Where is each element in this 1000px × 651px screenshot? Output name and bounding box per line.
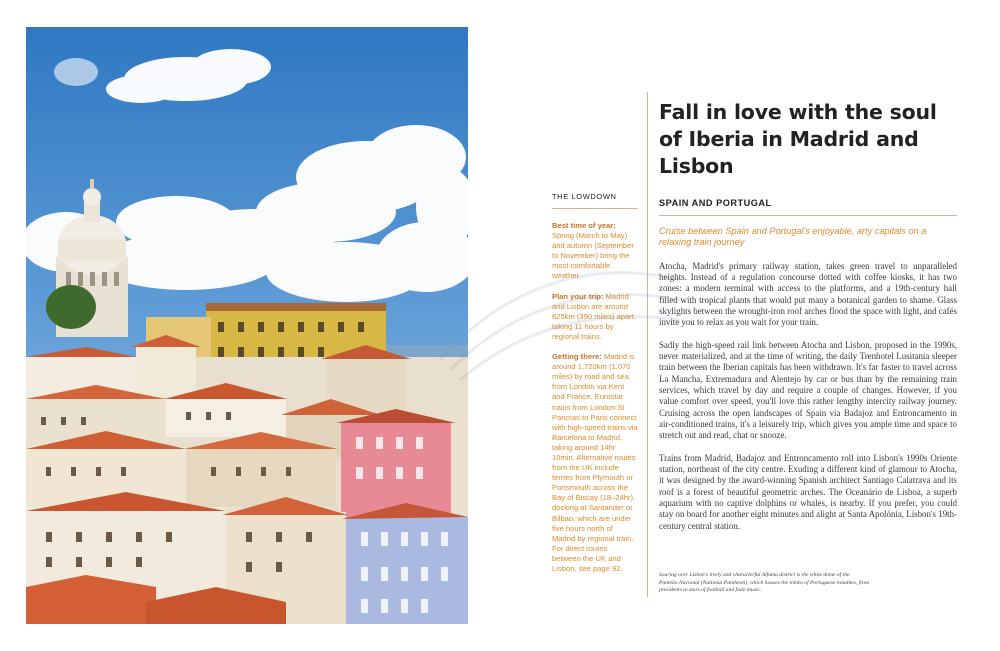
lowdown-text: Madrid and Lisbon are around 625km (390 miles) apart, taking 11 hours by regional trains. bbox=[552, 291, 636, 341]
lowdown-heading: THE LOWDOWN bbox=[552, 192, 638, 209]
trees bbox=[46, 285, 96, 329]
lowdown-best-time bbox=[552, 221, 638, 282]
body-text bbox=[659, 261, 957, 533]
body-paragraph: Sadly the high-speed rail link between Atocha and Lisbon, proposed in the 1990s, never materialized, and at the time of writing, the daily Trenhotel Lusitania sleeper train between the Iberian capitals has been withdrawn. It's far faster to travel across La Mancha, Extremadura and Alentejo by car or bus than by the remaining train services, which travel by day and require a couple of changes. However, if you value comfort over speed, you'll love this rather lengthy intercity railway journey. Cruising across the open landscapes of Spain via Badajoz and Entroncamento in air-conditioned trains, it's a leisurely trip, which gives you ample time and space to stretch out and read, chat or snooze. bbox=[659, 339, 957, 441]
lowdown-text: Spring (March to May) and autumn (September to November) bring the most comfortable weather. bbox=[552, 231, 634, 281]
body-paragraph: Trains from Madrid, Badajoz and Entroncamento roll into Lisbon's 1990s Oriente station, northeast of the city centre. Exuding a different kind of glamour to Atocha, it was designed by the award-winning Spanish architect Santiago Calatrava and its roof is a forest of beautiful geometric arches. The Oceanário de Lisboa, a superb aquarium with no captive dolphins or whales, is nearby. If you prefer, you could stay on board for another eight minutes and alight at Santa Apolónia, Lisbon's 19th-century central station. bbox=[659, 452, 957, 531]
region-heading: SPAIN AND PORTUGAL bbox=[659, 198, 957, 216]
rooftops bbox=[26, 335, 468, 624]
photo-caption: Soaring over Lisbon's lively and characterful Alfama district is the white dome of the Panteão Nacional (National Pantheon), which houses the tombs of Portuguese notables, from presidents to stars of football and fado music. bbox=[659, 572, 870, 594]
column-divider bbox=[647, 92, 648, 597]
article-title: Fall in love with the soul of Iberia in Madrid and Lisbon bbox=[659, 100, 937, 178]
lowdown-label: Best time of year: bbox=[552, 221, 616, 230]
lowdown-text: Madrid is around 1,720km (1,070 miles) by road and sea from London via Kent and France. Eurostar trains from London St Pancras to Paris connect with high-speed trains via Barcelona to Madrid, taking around 14hr 10min. Alternative routes from the UK include ferries from Plymouth or Portsmouth across the Bay of Biscay (18–24hr), docking at Santander or Bilbao, which are under five hours north of Madrid by regional train. For direct routes between the UK and Lisbon, see page 92. bbox=[552, 352, 638, 573]
lowdown-getting-there bbox=[552, 352, 638, 574]
lisbon-photo bbox=[26, 27, 468, 624]
standfirst: Cruise between Spain and Portugal's enjoyable, arty capitals on a relaxing train journey bbox=[659, 226, 927, 248]
lowdown-label: Plan your trip: bbox=[552, 291, 604, 301]
article bbox=[659, 99, 957, 543]
lowdown-label: Getting there: bbox=[552, 352, 602, 362]
body-paragraph: Atocha, Madrid's primary railway station, takes green travel to unparalleled heights. Instead of a regulation concourse dotted with coffee kiosks, it has two zones: a modern terminal with access to the platforms, and a 19th-century hall filled with tropical plants that would put many a botanical garden to shame. Glass skylights between the wrought-iron roof arches flood the space with light, and cafés invite you to relax as you wait for your train. bbox=[659, 260, 957, 328]
lowdown-plan-trip bbox=[552, 292, 638, 342]
lowdown-sidebar bbox=[552, 192, 638, 584]
